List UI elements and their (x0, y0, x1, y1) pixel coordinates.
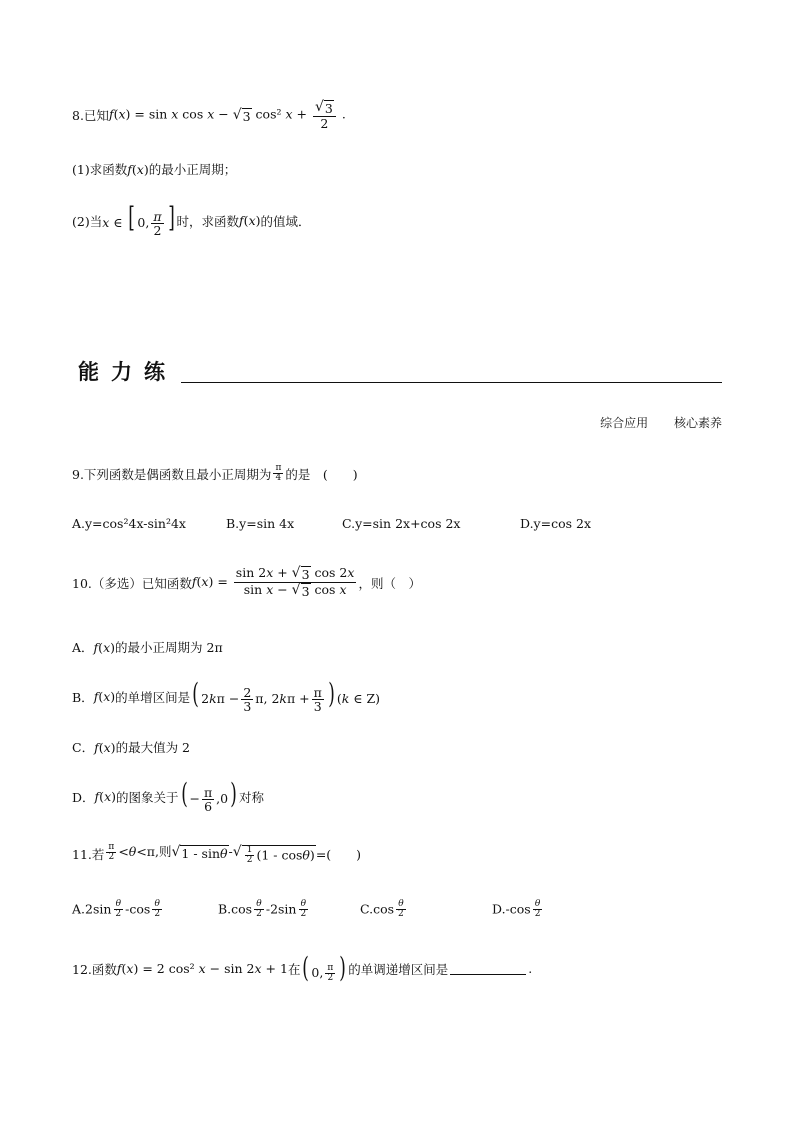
fx-symbol: f(x) (127, 161, 149, 177)
q10-formula: f(x) = sin 2x + √ 3 cos 2x sin x − √ 3 cos x (191, 565, 355, 599)
fx-symbol: f(x) (93, 639, 116, 655)
section-rule (181, 382, 722, 383)
q8-prefix: 8.已知 (72, 108, 109, 124)
q12-interval: ( 0, $\frac{\pi}{2}$ ) (302, 951, 347, 984)
q11-stem: 11.若 $\frac{\pi}{2}$ <θ<π,则 √ 1 - sinθ - √ $\frac{1}{2}$ (1 - cosθ) =( ) (72, 841, 362, 866)
fx-symbol: f(x) (93, 689, 116, 705)
fx-symbol: f(x) (239, 213, 261, 229)
q8-interval: x ∈ [ 0, $\frac{\pi}{2}$ ] (102, 201, 175, 238)
q11-option-c: C.cos $\frac{\theta}{2}$ (360, 899, 404, 920)
q11-formula: $\frac{\pi}{2}$ <θ<π,则 √ 1 - sinθ - √ $\frac{1}{2}$ (1 - cosθ) (108, 841, 315, 866)
q11-options (72, 900, 544, 920)
q8-part1: (1)求函数 f(x) 的最小正周期； (72, 161, 237, 177)
q9-options (72, 516, 591, 531)
q9-option-b: B.y=sin 4x (226, 516, 295, 531)
q8-formula: f(x) = sin x cos x − √ 3 cos² x + √ 3 2 . (108, 99, 346, 131)
answer-blank[interactable] (450, 962, 526, 975)
tag-comprehensive: 综合应用 (600, 416, 649, 430)
tag-core: 核心素养 (673, 416, 722, 430)
q9-option-c: C.y=sin 2x+cos 2x (342, 516, 461, 531)
q8-line (72, 100, 346, 130)
q10-interval: ( 2kπ − $\frac{2}{3}$ π, 2kπ + $\frac{\pi}{3}$ ) (k ∈ Z) (192, 677, 381, 714)
q12-formula: f(x) = 2 cos² x − sin 2x + 1 (116, 961, 288, 977)
q10-option-a: A． f(x) 的最小正周期为 2π (72, 639, 223, 655)
q11-option-b: B.cos $\frac{\theta}{2}$ -2sin $\frac{\theta}{2}$ (218, 899, 307, 920)
pi-over-4: $\frac{\pi}{4}$ (275, 463, 282, 484)
q10-stem: 10.（多选）已知函数 f(x) = sin 2x + √ 3 cos 2x sin x − √ 3 cos x ，则（ ） (72, 565, 421, 599)
q10-option-c: C． f(x) 的最大值为 2 (72, 739, 190, 755)
q11-option-d: D.-cos $\frac{\theta}{2}$ (492, 899, 541, 920)
section-heading (78, 356, 722, 386)
q10-option-b: B． f(x) 的单增区间是 ( 2kπ − $\frac{2}{3}$ π, 2kπ + $\frac{\pi}{3}$ ) (k ∈ Z) (72, 677, 381, 714)
q12-stem: 12.函数 f(x) = 2 cos² x − sin 2x + 1 在 ( 0, $\frac{\pi}{2}$ ) 的单调递增区间是 . (72, 951, 533, 984)
section-title: 能力练 (78, 360, 177, 384)
fx-symbol: f(x) (94, 739, 116, 755)
fx-symbol: f(x) (94, 789, 117, 805)
q10-option-d: D． f(x) 的图象关于 ( − $\frac{\pi}{6}$ ,0) 对称 (72, 777, 265, 814)
section-tags (578, 414, 722, 431)
q9-option-a: A.y=cos²4x-sin²4x (72, 516, 186, 531)
q10-point: ( − $\frac{\pi}{6}$ ,0) (180, 777, 237, 814)
q9-option-d: D.y=cos 2x (520, 516, 592, 531)
q11-option-a: A.2sin $\frac{\theta}{2}$ -cos $\frac{\theta}{2}$ (72, 899, 161, 920)
q9-stem: 9.下列函数是偶函数且最小正周期为 $\frac{\pi}{4}$ 的是 ( ) (72, 463, 358, 484)
q8-part2: (2)当 x ∈ [ 0, $\frac{\pi}{2}$ ] 时，求函数 f(x) 的值域． (72, 201, 311, 238)
